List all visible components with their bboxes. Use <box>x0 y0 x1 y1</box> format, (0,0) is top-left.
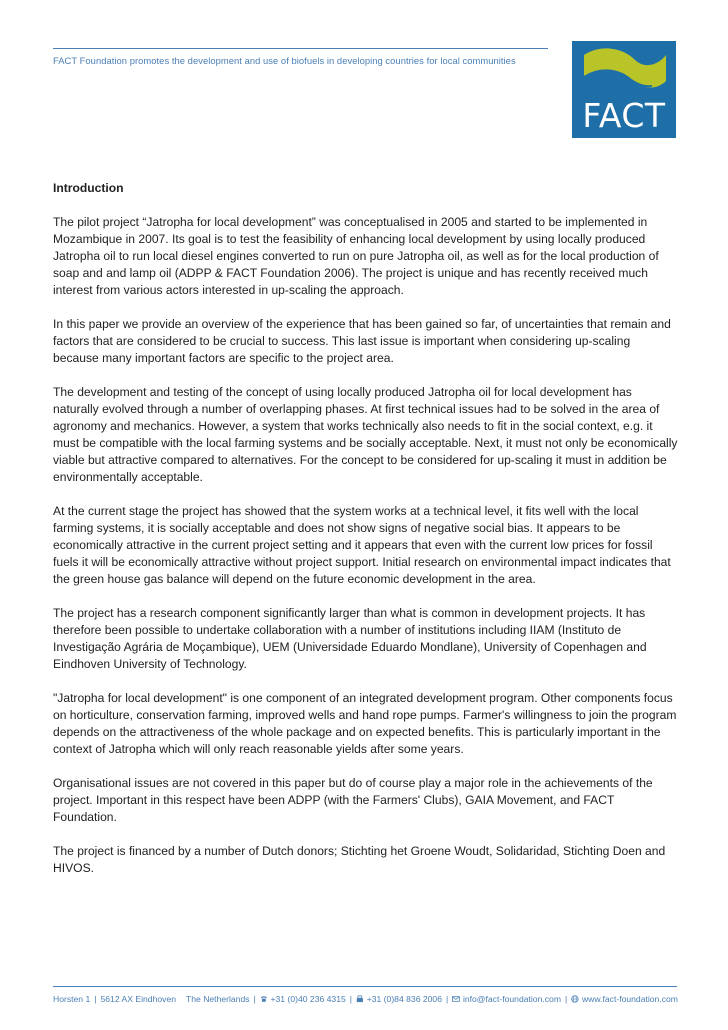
email-icon <box>452 994 460 1004</box>
section-heading: Introduction <box>53 181 124 195</box>
paragraph: The pilot project “Jatropha for local development” was conceptualised in 2005 and started to be implemented in Mozambique in 2007. Its goal is to test the feasibility of enhancing local development by using locally produced Jatropha oil to run local diesel engines converted to run on pure Jatropha oil, as well as for the local production of soap and and lamp oil (ADPP & FACT Foundation 2006). The project is unique and has recently received much interest from various actors interested in up-scaling the approach. <box>53 215 659 297</box>
phone-icon <box>260 994 268 1004</box>
document-body <box>53 180 678 894</box>
globe-icon <box>571 994 579 1004</box>
footer-country: The Netherlands <box>186 994 250 1004</box>
header-tagline: FACT Foundation promotes the development and use of biofuels in developing countries for local communities <box>53 55 516 66</box>
fact-logo <box>572 41 676 138</box>
footer-phone: +31 (0)40 236 4315 <box>270 994 346 1004</box>
footer-fax: +31 (0)84 836 2006 <box>366 994 442 1004</box>
footer-separator: | <box>94 994 97 1004</box>
header-rule <box>53 48 548 49</box>
footer-email: info@fact-foundation.com <box>462 994 561 1004</box>
footer-separator: | <box>445 994 449 1004</box>
paragraph: The development and testing of the concept of using locally produced Jatropha oil for local development has naturally evolved through a number of overlapping phases. At first technical issues had to be solved in the area of agronomy and mechanics. However, a system that works technically also needs to fit in the social context, e.g. it must be compatible with the local farming systems and be socially acceptable. Next, it must not only be economically viable but attractive compared to alternatives. For the concept to be considered for up-scaling it must in addition be environmentally acceptable. <box>53 385 678 484</box>
paragraph: At the current stage the project has showed that the system works at a technical level, it fits well with the local farming systems, it is socially acceptable and does not show signs of negative social bias. It appears to be economically attractive in the current project setting and it appears that even with the current low prices for fossil fuels it will be economically attractive without project support. Initial research on environmental impact indicates that the green house gas balance will depend on the future economic development in the area. <box>53 504 671 586</box>
footer-postcode-city: 5612 AX Eindhoven <box>100 994 176 1004</box>
footer-separator: | <box>253 994 256 1004</box>
paragraph: In this paper we provide an overview of the experience that has been gained so far, of uncertainties that remain and factors that are considered to be crucial to success. This last issue is important when considering up-scaling because many important factors are specific to the project area. <box>53 317 671 365</box>
paragraph: Organisational issues are not covered in this paper but do of course play a major role in the achievements of the project. Important in this respect have been ADPP (with the Farmers' Clubs), GAIA Movement, and FACT Foundation. <box>53 776 653 824</box>
footer-rule <box>53 986 677 987</box>
paragraph: The project is financed by a number of Dutch donors; Stichting het Groene Woudt, Solidaridad, Stichting Doen and HIVOS. <box>53 844 666 875</box>
paragraph: "Jatropha for local development" is one component of an integrated development program. Other components focus on horticulture, conservation farming, improved wells and hand rope pumps. Farmer's willingness to join the program depends on the attractiveness of the whole package and on expected benefits. This is particularly important in the context of Jatropha which will only reach reasonable yields after some years. <box>53 691 677 756</box>
logo-text: FACT <box>582 96 666 135</box>
footer-street: Horsten 1 <box>53 994 91 1004</box>
footer-separator: | <box>565 994 568 1004</box>
footer-separator: | <box>349 994 352 1004</box>
footer <box>53 992 678 1006</box>
logo-wave-icon <box>572 41 676 99</box>
fax-icon <box>356 994 364 1004</box>
footer-website: www.fact-foundation.com <box>581 994 678 1004</box>
paragraph: The project has a research component significantly larger than what is common in development projects. It has therefore been possible to undertake collaboration with a number of institutions including IIAM (Instituto de Investigação Agrária de Moçambique), UEM (Universidade Eduardo Mondlane), University of Copenhagen and Eindhoven University of Technology. <box>53 606 647 671</box>
